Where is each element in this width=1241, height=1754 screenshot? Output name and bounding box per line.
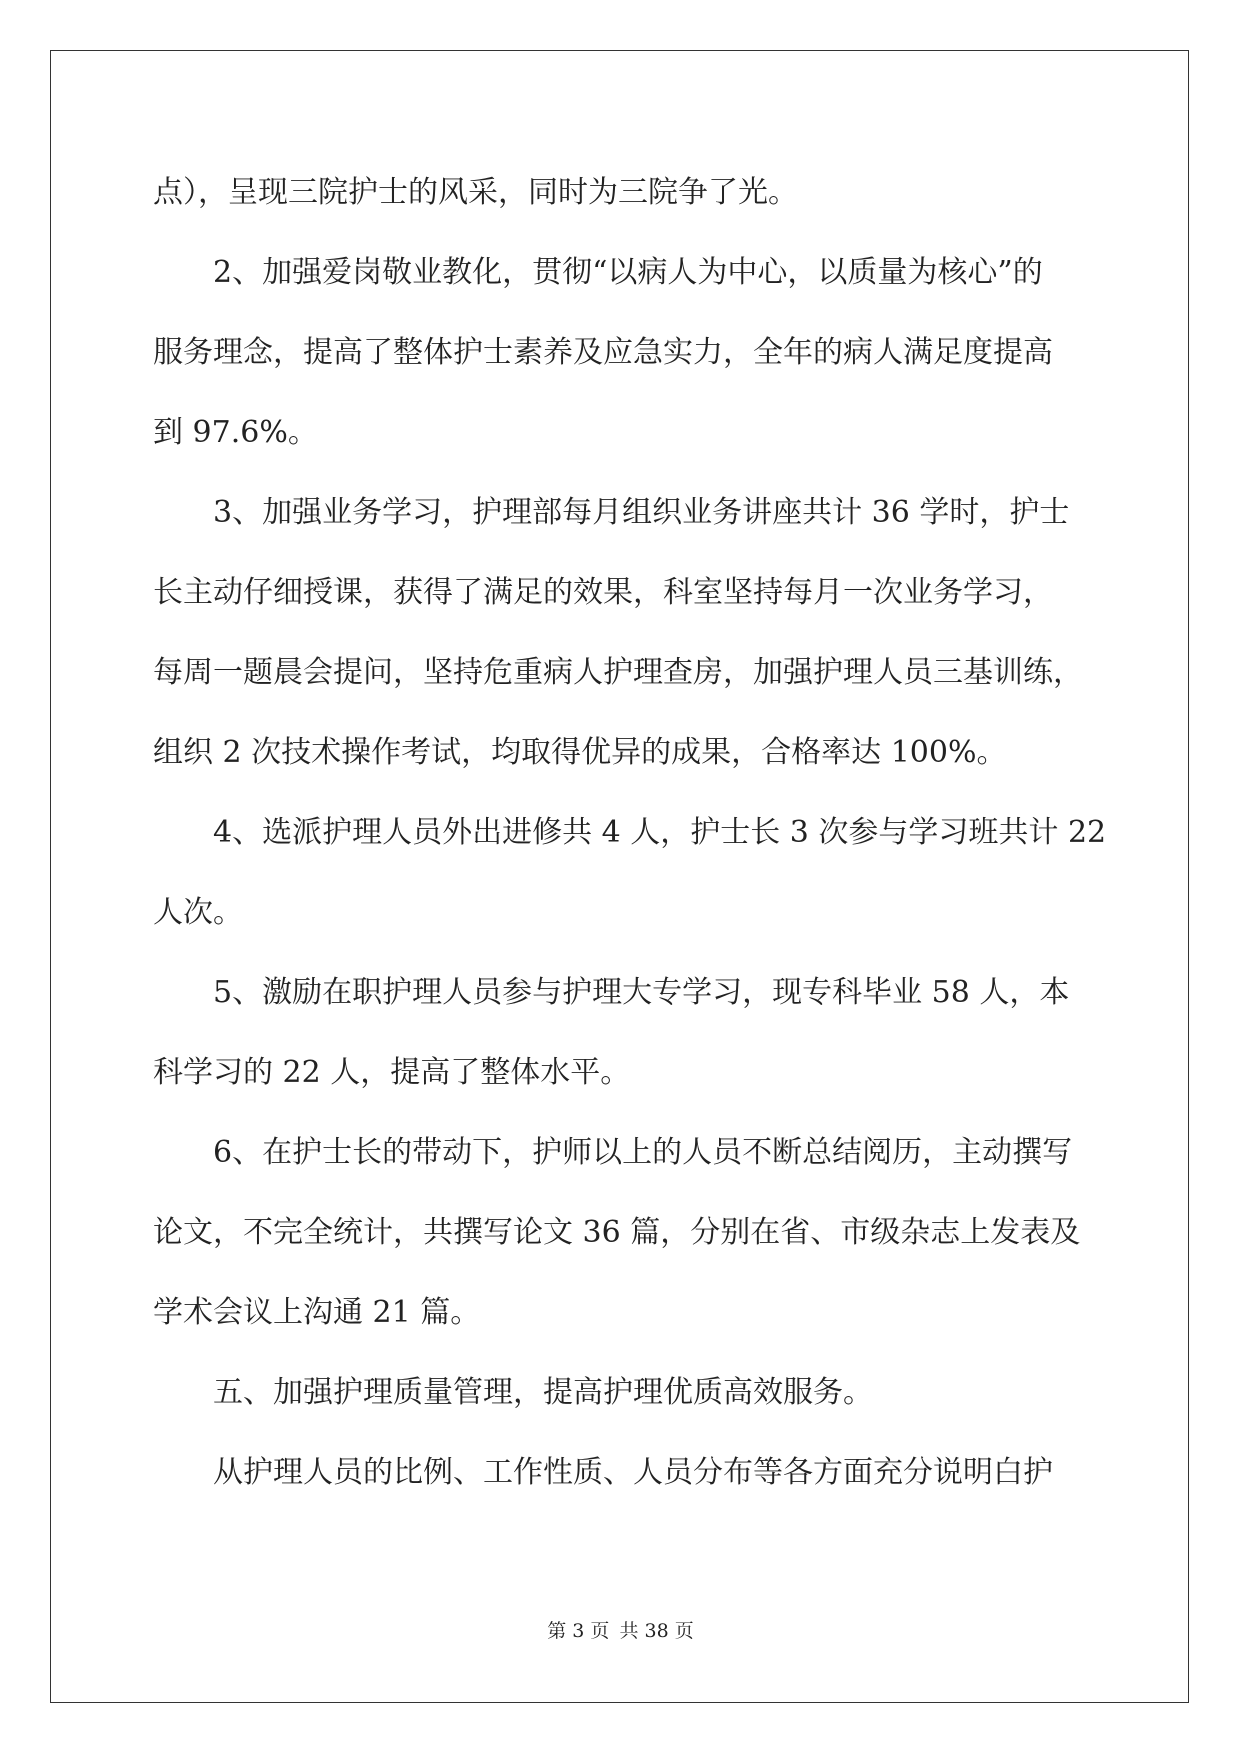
text-line: 长主动仔细授课，获得了满足的效果，科室坚持每月一次业务学习， [153, 575, 1053, 610]
text-line: 2、加强爱岗敬业教化，贯彻“以病人为中心，以质量为核心”的 [213, 255, 1043, 290]
text-line: 人次。 [153, 895, 243, 930]
text-line: 3、加强业务学习，护理部每月组织业务讲座共计 36 学时，护士 [213, 495, 1070, 530]
text-line: 组织 2 次技术操作考试，均取得优异的成果，合格率达 100%。 [153, 735, 1007, 770]
text-line: 5、激励在职护理人员参与护理大专学习，现专科毕业 58 人，本 [213, 975, 1070, 1010]
page-number: 第 3 页 [547, 1620, 610, 1642]
text-line: 服务理念，提高了整体护士素养及应急实力，全年的病人满足度提高 [153, 335, 1053, 370]
text-line: 4、选派护理人员外出进修共 4 人，护士长 3 次参与学习班共计 22 [213, 815, 1107, 850]
text-line: 学术会议上沟通 21 篇。 [153, 1295, 481, 1330]
text-line: 五、加强护理质量管理，提高护理优质高效服务。 [213, 1375, 873, 1410]
page-total: 共 38 页 [619, 1620, 694, 1642]
text-line: 从护理人员的比例、工作性质、人员分布等各方面充分说明白护 [213, 1455, 1053, 1490]
text-line: 科学习的 22 人，提高了整体水平。 [153, 1055, 631, 1090]
text-line: 每周一题晨会提问，坚持危重病人护理查房，加强护理人员三基训练， [153, 655, 1083, 690]
page-footer [0, 1616, 1241, 1643]
text-line: 论文，不完全统计，共撰写论文 36 篇，分别在省、市级杂志上发表及 [153, 1215, 1081, 1250]
text-line: 6、在护士长的带动下，护师以上的人员不断总结阅历，主动撰写 [213, 1135, 1073, 1170]
text-line: 点），呈现三院护士的风采，同时为三院争了光。 [153, 175, 798, 210]
text-line: 到 97.6%。 [153, 415, 318, 450]
